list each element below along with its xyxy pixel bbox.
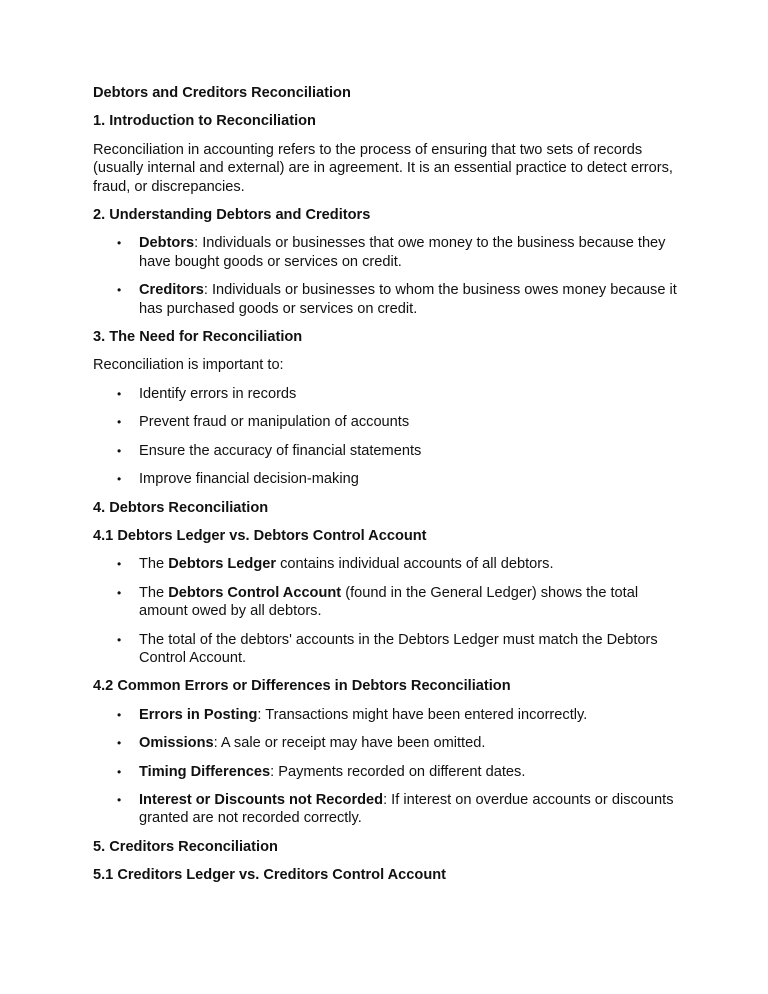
term-errors-in-posting: Errors in Posting xyxy=(139,706,258,723)
list-item xyxy=(93,470,683,488)
list-item xyxy=(93,763,683,781)
list-item-text: Improve financial decision-making xyxy=(139,471,359,488)
list-item xyxy=(93,631,683,668)
section-heading-introduction: 1. Introduction to Reconciliation xyxy=(93,113,316,130)
list-item-prefix: The xyxy=(139,556,169,573)
list-item xyxy=(93,281,683,318)
term-creditors: Creditors xyxy=(139,282,204,299)
term-omissions: Omissions xyxy=(139,735,214,752)
list-item-text: (found in the General Ledger) shows the total amount owed by all debtors. xyxy=(139,584,639,620)
list-item-text: : Transactions might have been entered incorrectly. xyxy=(257,706,588,723)
bullet-icon: • xyxy=(117,632,122,647)
list-item xyxy=(93,734,683,752)
section-heading-creditors-reconciliation: 5. Creditors Reconciliation xyxy=(93,838,278,855)
list-item-text: : Payments recorded on different dates. xyxy=(270,763,526,780)
section-heading-debtors-reconciliation: 4. Debtors Reconciliation xyxy=(93,499,269,516)
bullet-icon: • xyxy=(117,415,122,430)
bullet-icon: • xyxy=(117,585,122,600)
bullet-icon: • xyxy=(117,236,122,251)
document-title: Debtors and Creditors Reconciliation xyxy=(93,85,351,101)
list-item-text: Identify errors in records xyxy=(139,385,297,402)
list-item-prefix: The xyxy=(139,584,169,601)
subsection-heading-4-2: 4.2 Common Errors or Differences in Debtors Reconciliation xyxy=(93,678,511,695)
term-debtors-control-account: Debtors Control Account xyxy=(168,584,342,601)
subsection-heading-4-1: 4.1 Debtors Ledger vs. Debtors Control Account xyxy=(93,527,427,544)
definition-debtors: : Individuals or businesses that owe money to the business because they have bought goods or services on credit. xyxy=(139,235,666,270)
bullet-icon: • xyxy=(117,557,122,572)
definition-creditors: : Individuals or businesses to whom the business owes money because it has purchased goods or services on credit. xyxy=(139,282,677,317)
bullet-icon: • xyxy=(117,443,122,458)
list-item-text: Prevent fraud or manipulation of accounts xyxy=(139,414,410,431)
bullet-icon: • xyxy=(117,472,122,487)
list-item xyxy=(93,791,683,828)
term-timing-differences: Timing Differences xyxy=(139,763,271,780)
ledger-vs-control-list xyxy=(93,555,683,667)
bullet-icon: • xyxy=(117,736,122,751)
list-item-text: The total of the debtors' accounts in the Debtors Ledger must match the Debtors Control Account. xyxy=(139,631,658,666)
term-debtors-ledger: Debtors Ledger xyxy=(168,556,277,573)
common-errors-list xyxy=(93,706,683,828)
document-page xyxy=(93,84,683,895)
introduction-paragraph: Reconciliation in accounting refers to the process of ensuring that two sets of records (usually internal and external) are in agreement. It is an essential practice to detect errors, fraud, or discrepancies. xyxy=(93,141,673,195)
term-debtors: Debtors xyxy=(139,235,195,252)
bullet-icon: • xyxy=(117,707,122,722)
debtors-creditors-list xyxy=(93,234,683,318)
list-item xyxy=(93,413,683,431)
bullet-icon: • xyxy=(117,283,122,298)
bullet-icon: • xyxy=(117,792,122,807)
list-item xyxy=(93,555,683,573)
need-list xyxy=(93,385,683,489)
list-item xyxy=(93,385,683,403)
list-item-text: Ensure the accuracy of financial statements xyxy=(139,442,422,459)
bullet-icon: • xyxy=(117,386,122,401)
list-item xyxy=(93,442,683,460)
list-item-text: : If interest on overdue accounts or discounts granted are not recorded correctly. xyxy=(139,791,674,827)
list-item-text: contains individual accounts of all debtors. xyxy=(276,556,554,573)
list-item xyxy=(93,584,683,621)
bullet-icon: • xyxy=(117,764,122,779)
list-item-text: : A sale or receipt may have been omitted. xyxy=(213,735,486,752)
section-heading-need: 3. The Need for Reconciliation xyxy=(93,329,303,346)
list-item xyxy=(93,706,683,724)
subsection-heading-5-1: 5.1 Creditors Ledger vs. Creditors Control Account xyxy=(93,867,447,884)
section-heading-understanding: 2. Understanding Debtors and Creditors xyxy=(93,207,371,224)
list-item xyxy=(93,234,683,271)
term-interest-or-discounts: Interest or Discounts not Recorded xyxy=(139,791,384,808)
need-intro-paragraph: Reconciliation is important to: xyxy=(93,357,284,374)
